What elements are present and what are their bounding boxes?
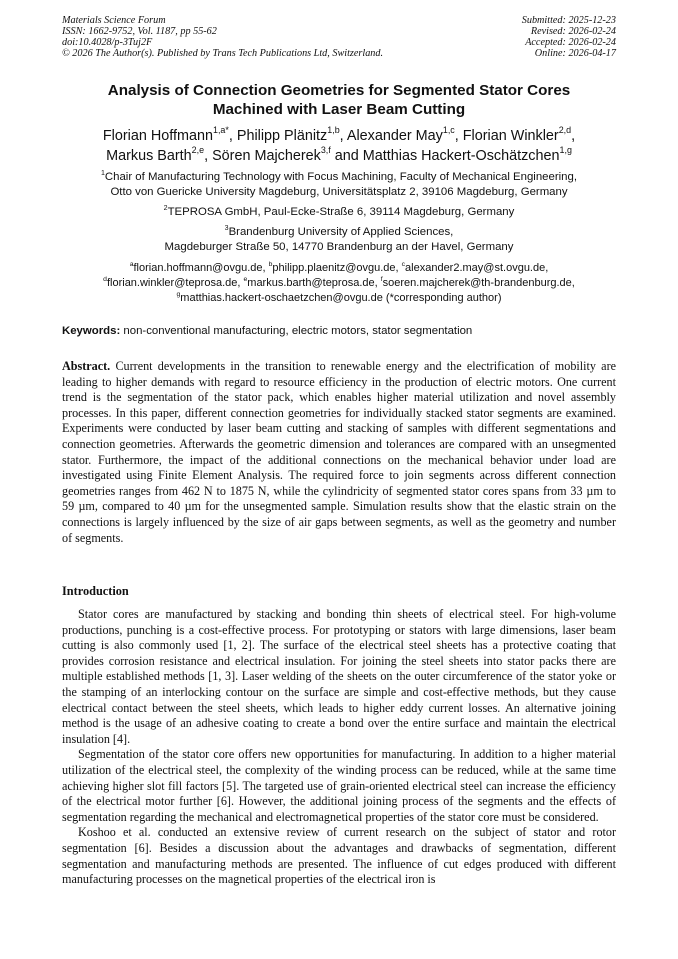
author-emails xyxy=(62,261,616,306)
author-affiliation-mark: 1,b xyxy=(327,125,340,136)
submitted-date: Submitted: 2025-12-23 xyxy=(521,15,616,26)
abstract xyxy=(62,359,616,546)
copyright-line: © 2026 The Author(s). Published by Trans Tech Publications Ltd, Switzerland. xyxy=(62,48,384,59)
author-name: Matthias Hackert-Oschätzchen xyxy=(362,148,560,164)
keywords-label: Keywords: xyxy=(62,325,121,337)
affiliation-line: Chair of Manufacturing Technology with Focus Machining, Faculty of Mechanical Engineering, xyxy=(104,171,578,183)
email-mark: b xyxy=(268,260,273,268)
revised-date: Revised: 2026-02-24 xyxy=(530,26,616,37)
author-affiliation-mark: 3,f xyxy=(320,145,331,156)
author-name: Florian Winkler xyxy=(462,128,559,144)
author-name: Alexander May xyxy=(346,128,443,144)
affiliation-3 xyxy=(62,225,616,255)
issn-line: ISSN: 1662-9752, Vol. 1187, pp 55-62 xyxy=(62,26,217,37)
author-conjunction: and xyxy=(334,148,359,164)
paragraph: Stator cores are manufactured by stacking and bonding thin sheets of electrical steel. For high-volume productions, punching is a cost-effective process. For prototyping or stators with large dimensions, laser beam cutting is also commonly used [1, 2]. The surface of the electrical steel sheets has a protective coating that provides corrosion resistance and electrical insulation. For joining the steel sheets into stator packs there are multiple established methods [1, 3]. Laser welding of the sheets on the outer circumference of the stator yoke or the stamping of an interlocking contour on the surface are simple and cost-effective methods, but they cause electrical contact between the steel sheets, which leads to higher eddy current losses. An alternative joining method is the usage of an adhesive coating to create a bond over the entire surface and maintain the electrical insulation [4]. xyxy=(62,607,616,746)
affiliation-2 xyxy=(62,205,616,220)
author-name: Florian Hoffmann xyxy=(102,128,213,144)
affiliation-mark: 3 xyxy=(224,224,229,232)
email-address: florian.hoffmann@ovgu.de, xyxy=(133,262,266,274)
email-mark: f xyxy=(380,275,383,283)
author-affiliation-mark: 2,e xyxy=(191,145,205,156)
journal-header xyxy=(62,15,383,59)
affiliation-line: Brandenburg University of Applied Sciences, xyxy=(228,226,454,238)
email-mark: g xyxy=(176,290,181,298)
journal-name: Materials Science Forum xyxy=(62,15,166,26)
affiliation-mark: 2 xyxy=(163,204,168,212)
abstract-label: Abstract. xyxy=(62,359,111,373)
affiliation-line: TEPROSA GmbH, Paul-Ecke-Straße 6, 39114 Magdeburg, Germany xyxy=(167,206,515,218)
email-address: soeren.majcherek@th-brandenburg.de, xyxy=(382,277,575,289)
email-mark: e xyxy=(243,275,248,283)
affiliation-1 xyxy=(62,170,616,200)
email-address: alexander2.may@st.ovgu.de, xyxy=(405,262,549,274)
email-address: philipp.plaenitz@ovgu.de, xyxy=(272,262,399,274)
email-address: markus.barth@teprosa.de, xyxy=(247,277,378,289)
affiliation-mark: 1 xyxy=(100,169,105,177)
abstract-text: Current developments in the transition to renewable energy and the electrification of mobility are leading to higher demands with regard to resource efficiency in the production of electric motors. One current trend is the segmentation of the stator pack, which enables higher material utilization and novel assembly processes. In this paper, different connection geometries for individually stacked stator segments are examined. Experiments were conducted by laser beam cutting and stacking of samples with different segmentations and connection geometries. Afterwards the geometric dimension and tolerances are compared with an unsegmented stator. Furthermore, the impact of the additional connections on the mechanical behavior under load are investigated using Finite Element Analysis. The required force to join segments across different connection geometries ranges from 462 N to 1875 N, while the cylindricity of segmented stator cores spans from 33 µm to 59 µm, compared to 40 µm for the unsegmented sample. Simulation results show that the elastic strain on the connections is largely influenced by the size of air gaps between segments, as well as the geometry and number of segments. xyxy=(62,359,616,545)
doi-line: doi:10.4028/p-3Tuj2F xyxy=(62,37,153,48)
online-date: Online: 2026-04-17 xyxy=(534,48,616,59)
author-name: Markus Barth xyxy=(106,148,192,164)
dates-header xyxy=(522,15,616,59)
section-heading-introduction: Introduction xyxy=(62,584,129,598)
author-affiliation-mark: 2,d xyxy=(558,125,572,136)
author-affiliation-mark: 1,c xyxy=(442,125,455,136)
email-address: matthias.hackert-oschaetzchen@ovgu.de xyxy=(180,292,383,304)
keywords-text: non-conventional manufacturing, electric motors, stator segmentation xyxy=(123,325,473,337)
paragraph: Koshoo et al. conducted an extensive review of current research on the subject of stator and rotor segmentation [6]. Besides a discussion about the advantages and drawbacks of segmentation, different segmentation and manufacturing methods are presented. The influence of cut edges produced with different manufacturing processes on the magnetical properties of the electrical iron is xyxy=(62,825,616,887)
author-affiliation-mark: 1,g xyxy=(559,145,572,156)
introduction-body xyxy=(62,607,616,888)
email-address: florian.winkler@teprosa.de, xyxy=(106,277,241,289)
author-list: Florian Hoffmann$^{1,a*}$, Philipp Plänitz$^{1,b}$, Alexander May$^{1,c}$, Florian Winkler$^{2,d}$, Markus Barth$^{2,e}$, Sören Majcherek$^{3,f}$ and Matthias Hackert-Oschätzchen$^{1,g}$ xyxy=(102,125,576,164)
affiliation-line: Otto von Guericke University Magdeburg, Universitätsplatz 2, 39106 Magdeburg, Germany xyxy=(110,186,568,198)
title-line-1: Analysis of Connection Geometries for Segmented Stator Cores xyxy=(107,82,571,99)
accepted-date: Accepted: 2026-02-24 xyxy=(525,37,616,48)
author-name: Sören Majcherek xyxy=(212,148,321,164)
author-name: Philipp Plänitz xyxy=(236,128,328,144)
paragraph: Segmentation of the stator core offers new opportunities for manufacturing. In addition to a higher material utilization of the electrical steel, the complexity of the winding process can be reduced, while at the same time achieving higher slot fill factors [5]. The targeted use of grain-oriented electrical steel can increase the efficiency of the electrical motor further [6]. However, the additional joining process of the segments and the effects of segmentation regarding the mechanical and electromagnetical properties of the stator core must be considered. xyxy=(62,747,616,824)
affiliation-line: Magdeburger Straße 50, 14770 Brandenburg an der Havel, Germany xyxy=(164,241,514,253)
author-affiliation-mark: 1,a* xyxy=(213,125,229,136)
title-line-2: Machined with Laser Beam Cutting xyxy=(212,101,466,118)
paper-title xyxy=(62,81,616,119)
email-mark: a xyxy=(129,260,134,268)
email-mark: c xyxy=(401,260,406,268)
email-mark: d xyxy=(103,275,107,283)
corresponding-note: (*corresponding author) xyxy=(385,292,502,304)
keywords xyxy=(62,324,472,339)
